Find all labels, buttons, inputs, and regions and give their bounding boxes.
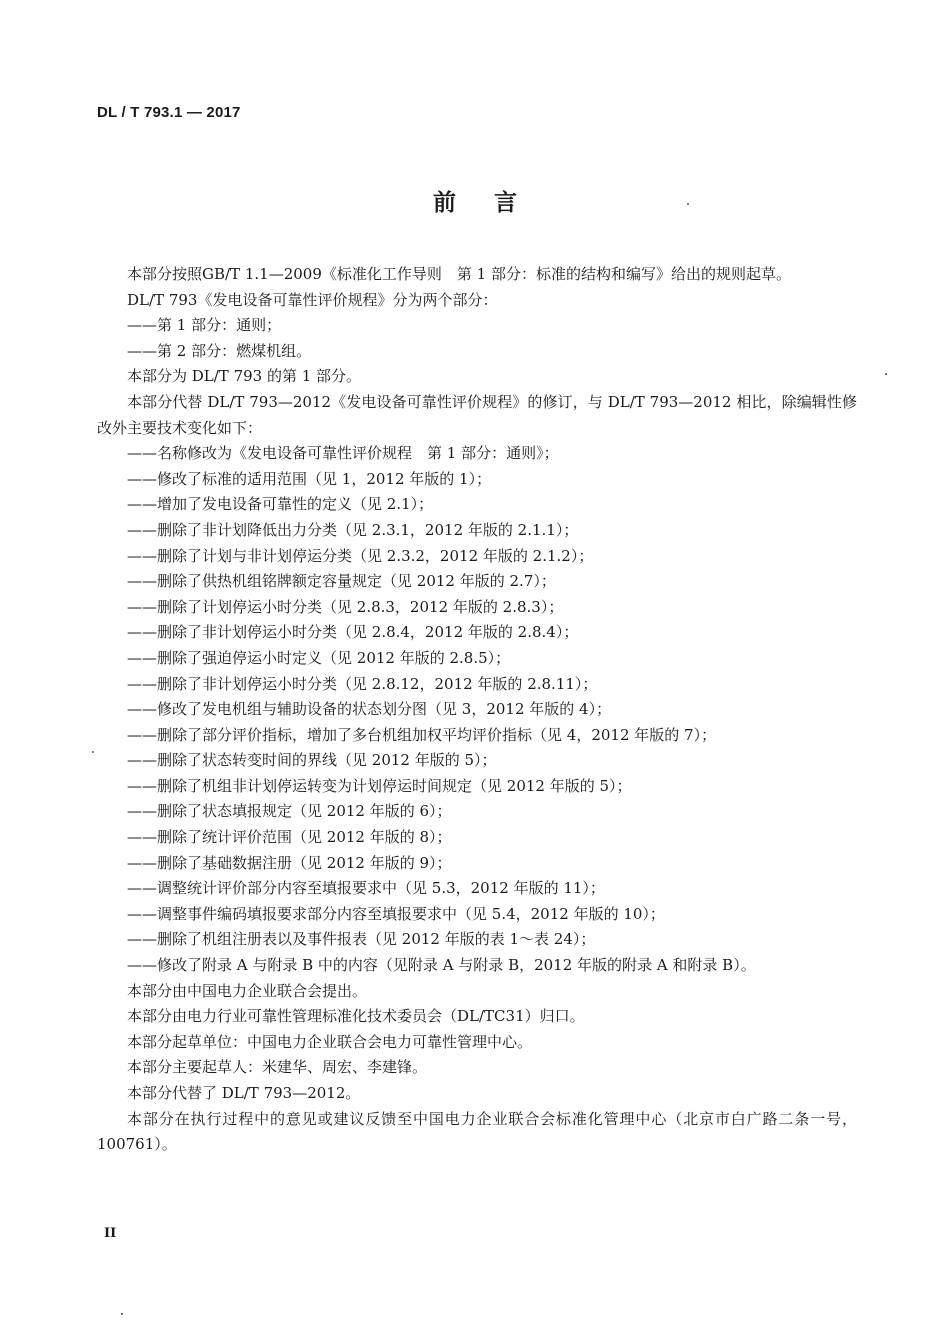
page-number: II [104, 1226, 117, 1241]
standard-number: DL / T 793.1 — 2017 [97, 104, 241, 121]
foreword-body [97, 262, 857, 1158]
list-item: ——删除了计划停运小时分类（见 2.8.3，2012 年版的 2.8.3）； [127, 597, 564, 616]
page-title: 前言 [433, 189, 555, 216]
scan-speck [885, 373, 887, 375]
list-item: ——增加了发电设备可靠性的定义（见 2.1）； [127, 495, 434, 514]
list-item: ——删除了状态转变时间的界线（见 2012 年版的 5）； [127, 751, 497, 770]
list-item: ——删除了非计划降低出力分类（见 2.3.1，2012 年版的 2.1.1）； [127, 520, 579, 539]
list-item: ——删除了机组非计划停运转变为计划停运时间规定（见 2012 年版的 5）； [127, 776, 632, 795]
list-item: ——删除了基础数据注册（见 2012 年版的 9）； [127, 853, 452, 872]
list-item: ——删除了统计评价范围（见 2012 年版的 8）； [127, 828, 452, 847]
scan-speck [92, 751, 94, 753]
list-item: ——删除了非计划停运小时分类（见 2.8.4，2012 年版的 2.8.4）； [127, 623, 579, 642]
scan-speck [121, 1313, 123, 1315]
list-item: ——删除了供热机组铭牌额定容量规定（见 2012 年版的 2.7）； [127, 572, 556, 591]
paragraph: 本部分按照GB/T 1.1—2009《标准化工作导则 第 1 部分：标准的结构和编写》给出的规则起草。 [127, 265, 791, 283]
list-item: ——删除了强迫停运小时定义（见 2012 年版的 2.8.5）； [127, 648, 511, 667]
list-item: ——修改了附录 A 与附录 B 中的内容（见附录 A 与附录 B，2012 年版的附录 A 和附录 B）。 [127, 956, 756, 975]
list-item: ——第 1 部分：通则； [127, 316, 282, 335]
paragraph: 本部分由电力行业可靠性管理标准化技术委员会（DL/TC31）归口。 [127, 1007, 585, 1026]
paragraph: 本部分起草单位：中国电力企业联合会电力可靠性管理中心。 [127, 1032, 533, 1051]
list-item: ——名称修改为《发电设备可靠性评价规程 第 1 部分：通则》； [127, 444, 559, 463]
paragraph: 本部分为 DL/T 793 的第 1 部分。 [127, 367, 362, 386]
list-item: ——删除了非计划停运小时分类（见 2.8.12，2012 年版的 2.8.11）； [127, 674, 598, 693]
paragraph: 本部分代替 DL/T 793—2012《发电设备可靠性评价规程》的修订，与 DL/T 793—2012 相比，除编辑性修改外主要技术变化如下： [97, 392, 857, 437]
list-item: ——修改了发电机组与辅助设备的状态划分图（见 3，2012 年版的 4）； [127, 700, 612, 719]
list-item: ——调整统计评价部分内容至填报要求中（见 5.3，2012 年版的 11）； [127, 879, 605, 898]
paragraph: 本部分由中国电力企业联合会提出。 [127, 981, 368, 1000]
paragraph: 本部分在执行过程中的意见或建议反馈至中国电力企业联合会标准化管理中心（北京市白广路二条一号，100761）。 [97, 1109, 857, 1154]
paragraph: DL/T 793《发电设备可靠性评价规程》分为两个部分： [127, 290, 498, 309]
list-item: ——删除了机组注册表以及事件报表（见 2012 年版的表 1～表 24）； [127, 930, 596, 949]
list-item: ——调整事件编码填报要求部分内容至填报要求中（见 5.4，2012 年版的 10）； [127, 904, 665, 923]
list-item: ——删除了部分评价指标，增加了多台机组加权平均评价指标（见 4，2012 年版的 7）； [127, 725, 717, 744]
list-item: ——修改了标准的适用范围（见 1，2012 年版的 1）； [127, 469, 492, 488]
list-item: ——第 2 部分：燃煤机组。 [127, 341, 312, 360]
paragraph: 本部分主要起草人：米建华、周宏、李建锋。 [127, 1058, 428, 1077]
scan-speck [687, 203, 689, 205]
list-item: ——删除了计划与非计划停运分类（见 2.3.2，2012 年版的 2.1.2）； [127, 546, 594, 565]
list-item: ——删除了状态填报规定（见 2012 年版的 6）； [127, 802, 452, 821]
paragraph: 本部分代替了 DL/T 793—2012。 [127, 1084, 361, 1102]
